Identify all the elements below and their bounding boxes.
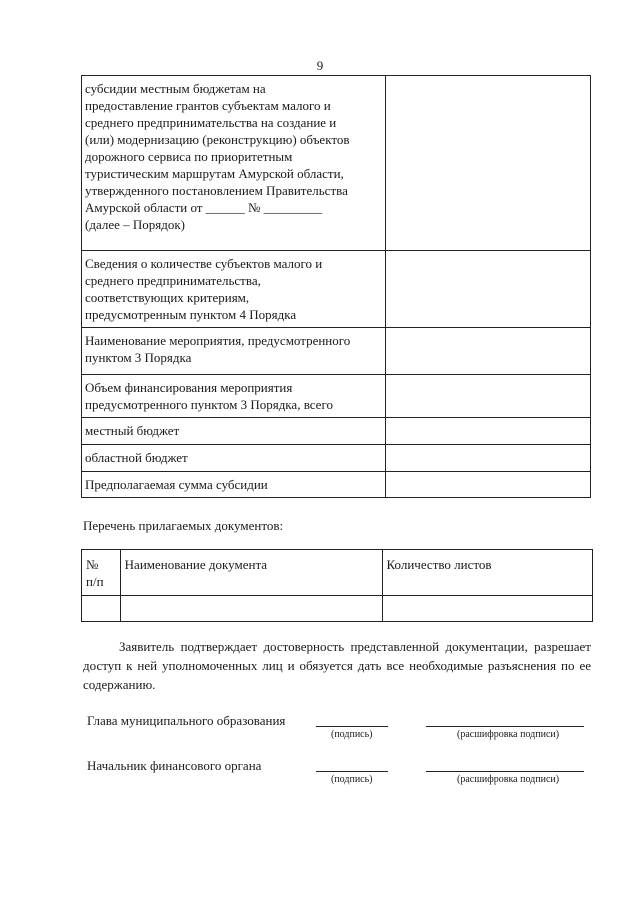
row-label-local-budget: [82, 418, 386, 445]
application-data-table-body: [82, 76, 591, 498]
label-line: соответствующих критериям,: [85, 290, 250, 305]
row-label-event-name: [82, 328, 386, 375]
header-number: [82, 550, 121, 596]
signer-title: Глава муниципального образования: [87, 713, 286, 728]
documents-table-body: [82, 550, 593, 622]
label-line: Амурской области от ______ № _________: [85, 200, 323, 215]
signature-line[interactable]: [316, 771, 388, 772]
value-cell[interactable]: [385, 445, 590, 472]
decoding-caption: (расшифровка подписи): [457, 774, 560, 785]
table-row: [82, 596, 593, 622]
label-line: Сведения о количестве субъектов малого и: [85, 256, 323, 271]
page-number: 9: [316, 58, 324, 73]
application-data-table: [81, 75, 591, 498]
table-row: [82, 472, 591, 498]
header-document-name: Наименование документа: [120, 550, 382, 596]
label-line: среднего предпринимательства на создание и: [85, 115, 337, 130]
value-cell[interactable]: [385, 251, 590, 328]
decoding-caption: (расшифровка подписи): [457, 729, 560, 740]
signer-title: Начальник финансового органа: [87, 758, 262, 773]
label-line: утвержденного постановлением Правительства: [85, 183, 348, 198]
label-line: субсидии местным бюджетам на: [85, 81, 266, 96]
label-line: Предполагаемая сумма субсидии: [85, 477, 268, 492]
value-cell[interactable]: [385, 375, 590, 418]
signature-block-head: [0, 713, 640, 743]
signature-caption: (подпись): [331, 774, 373, 785]
documents-table: [81, 549, 593, 622]
label-line: областной бюджет: [85, 450, 188, 465]
label-line: пунктом 3 Порядка: [85, 350, 192, 365]
label-line: (или) модернизацию (реконструкцию) объектов: [85, 132, 350, 147]
table-header-row: [82, 550, 593, 596]
row-label-procedure-reference: [82, 76, 386, 251]
sheet-count-cell[interactable]: [382, 596, 593, 622]
label-line: предоставление грантов субъектам малого и: [85, 98, 331, 113]
document-name-cell[interactable]: [120, 596, 382, 622]
label-line: дорожного сервиса по приоритетным: [85, 149, 293, 164]
label-line: среднего предпринимательства,: [85, 273, 261, 288]
signature-line[interactable]: [316, 726, 388, 727]
label-line: предусмотренного пунктом 3 Порядка, всего: [85, 397, 333, 412]
table-row: [82, 251, 591, 328]
applicant-statement: [83, 637, 591, 694]
label-line: (далее – Порядок): [85, 217, 185, 232]
header-sheet-count: Количество листов: [382, 550, 593, 596]
value-cell[interactable]: [385, 418, 590, 445]
label-line: Объем финансирования мероприятия: [85, 380, 293, 395]
header-number-line: п/п: [86, 574, 104, 589]
value-cell[interactable]: [385, 76, 590, 251]
signature-caption: (подпись): [331, 729, 373, 740]
documents-list-caption: Перечень прилагаемых документов:: [83, 518, 284, 533]
statement-text: Заявитель подтверждает достоверность представленной документации, разрешает доступ к ней уполномоченных лиц и обязуется дать все необходимые разъяснения по ее содержанию.: [83, 639, 591, 692]
row-label-enterprise-count: [82, 251, 386, 328]
decoding-line[interactable]: [426, 771, 584, 772]
header-number-line: №: [86, 557, 99, 572]
row-label-subsidy-amount: [82, 472, 386, 498]
table-row: [82, 445, 591, 472]
row-label-regional-budget: [82, 445, 386, 472]
table-row: [82, 418, 591, 445]
table-row: [82, 76, 591, 251]
table-row: [82, 328, 591, 375]
label-line: предусмотренным пунктом 4 Порядка: [85, 307, 297, 322]
row-label-funding-total: [82, 375, 386, 418]
label-line: Наименование мероприятия, предусмотренного: [85, 333, 351, 348]
signature-block-finance: [0, 758, 640, 788]
value-cell[interactable]: [385, 472, 590, 498]
number-cell[interactable]: [82, 596, 121, 622]
table-row: [82, 375, 591, 418]
value-cell[interactable]: [385, 328, 590, 375]
label-line: туристическим маршрутам Амурской области,: [85, 166, 344, 181]
label-line: местный бюджет: [85, 423, 180, 438]
decoding-line[interactable]: [426, 726, 584, 727]
